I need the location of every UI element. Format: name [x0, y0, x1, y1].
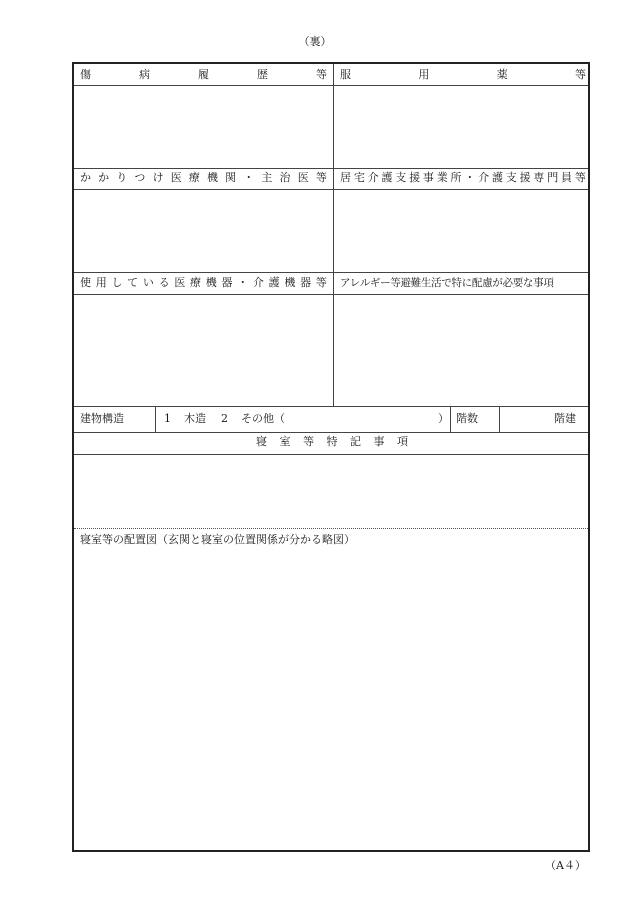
dotted-rule: [74, 528, 588, 529]
rule: [74, 168, 588, 169]
building-structure-label: 建物構造: [80, 412, 124, 425]
rule: [74, 272, 588, 273]
bedroom-notes-heading: 寝 室 等 特 記 事 項: [256, 435, 408, 448]
floors-field[interactable]: [501, 408, 551, 430]
disease-history-field[interactable]: [74, 86, 333, 168]
bedroom-notes-field[interactable]: [74, 455, 590, 527]
option-other[interactable]: その他（: [241, 412, 285, 425]
column-divider: [499, 406, 500, 432]
allergy-heading: アレルギー等避難生活で特に配慮が必要な事項: [340, 277, 554, 289]
medications-heading: 服 用 薬 等: [340, 68, 586, 81]
option2-number: 2: [221, 412, 228, 425]
paper-size-label: （A４）: [545, 859, 586, 872]
medical-devices-field[interactable]: [74, 295, 333, 406]
floors-label: 階数: [456, 412, 478, 425]
care-office-heading: 居 宅 介 護 支 援 事 業 所 ・ 介 護 支 援 専 門 員 等: [340, 171, 586, 184]
option-wooden[interactable]: 木造: [184, 412, 206, 425]
paren-close: ）: [438, 412, 449, 425]
rule: [74, 432, 588, 433]
option1-number: 1: [164, 412, 171, 425]
column-divider: [155, 406, 156, 432]
other-structure-field[interactable]: [294, 408, 434, 430]
floors-suffix: 階建: [554, 412, 576, 425]
page-side-label: （裏）: [298, 35, 332, 48]
column-divider: [450, 406, 451, 432]
medical-devices-heading: 使 用 し て い る 医 療 機 器 ・ 介 護 機 器 等: [80, 276, 327, 289]
family-doctor-heading: か か り つ け 医 療 機 関 ・ 主 治 医 等: [80, 171, 327, 184]
layout-diagram-area[interactable]: [74, 550, 590, 850]
disease-history-heading: 傷 病 履 歴 等: [80, 68, 327, 81]
allergy-field[interactable]: [334, 295, 590, 406]
care-office-field[interactable]: [334, 190, 590, 272]
rule: [74, 406, 588, 407]
medications-field[interactable]: [334, 86, 590, 168]
layout-diagram-label: 寝室等の配置図（玄関と寝室の位置関係が分かる略図）: [80, 533, 355, 546]
family-doctor-field[interactable]: [74, 190, 333, 272]
form-table: [72, 62, 590, 852]
